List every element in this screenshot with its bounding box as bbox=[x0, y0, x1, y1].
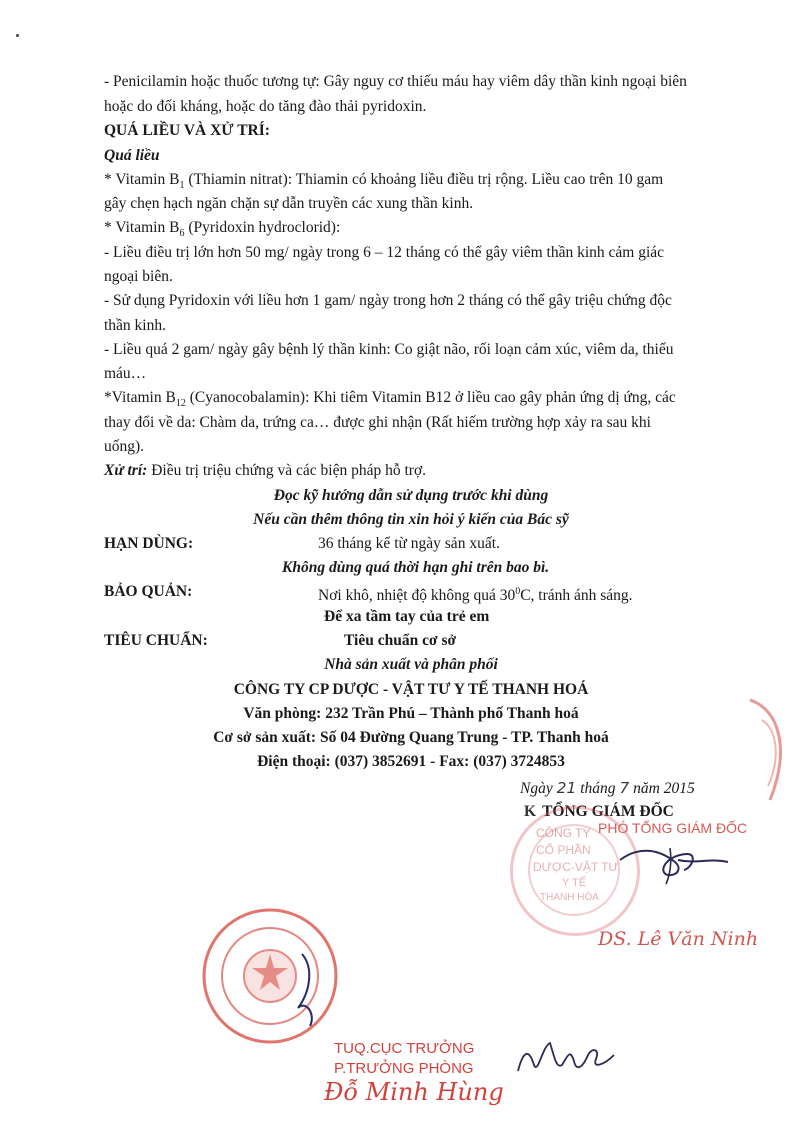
b1-line-2: gây chẹn hạch ngăn chặn sự dẫn truyền các xung thần kinh. bbox=[104, 195, 474, 212]
shelf-life-label: HẠN DÙNG: bbox=[104, 535, 194, 552]
shelf-life-value: 36 tháng kể từ ngày sản xuất. bbox=[318, 535, 500, 552]
b12-line-3: uống). bbox=[104, 438, 145, 455]
authority-title-2: P.TRƯỞNG PHÒNG bbox=[334, 1060, 474, 1077]
b12-line-1: *Vitamin $B_{12}$ (Cyanocobalamin): Khi tiêm Vitamin B12 ở liều cao gây phản ứng dị ứng, các bbox=[104, 389, 676, 410]
stamp-text-1: CÔNG TY bbox=[536, 826, 591, 840]
phone-fax: Điện thoại: (037) 3852691 - Fax: (037) 3724853 bbox=[257, 753, 565, 770]
b12-line-2: thay đổi về da: Chàm da, trứng ca… được ghi nhận (Rất hiếm trường hợp xảy ra sau khi bbox=[104, 414, 651, 431]
b1-line-1: * Vitamin $B_1$ (Thiamin nitrat): Thiamin có khoảng liều điều trị rộng. Liều cao trên 10 gam bbox=[104, 171, 664, 192]
scan-speck bbox=[16, 34, 19, 37]
standard-label: TIÊU CHUẨN: bbox=[104, 632, 208, 649]
manufacturer-heading: Nhà sản xuất và phân phối bbox=[324, 656, 498, 673]
deputy-director-title: PHÓ TỔNG GIÁM ĐỐC bbox=[598, 820, 748, 836]
storage-value: Nơi khô, nhiệt độ không quá $30^0C$, tránh ánh sáng. bbox=[318, 586, 633, 605]
reviewer-signature-image bbox=[510, 1025, 630, 1085]
b6-item1-line-1: - Liều điều trị lớn hơn 50 mg/ ngày trong 6 – 12 tháng có thể gây viêm thần kinh cảm giác bbox=[104, 244, 665, 261]
b6-item2-line-1: - Sử dụng Pyridoxin với liều hơn 1 gam/ ngày trong hơn 2 tháng có thể gây triệu chứng độc bbox=[104, 292, 672, 309]
treatment-label: Xử trí: bbox=[104, 462, 148, 479]
authority-seal-image bbox=[190, 904, 350, 1054]
section-title: QUÁ LIỀU VÀ XỬ TRÍ: bbox=[104, 122, 270, 139]
stamp-text-2: CỔ PHẦN bbox=[536, 843, 591, 857]
standard-value: Tiêu chuẩn cơ sở bbox=[344, 632, 457, 649]
director-name: DS. Lê Văn Ninh bbox=[598, 928, 759, 950]
edge-stamp-fragment bbox=[740, 690, 800, 810]
director-title: K TỔNG GIÁM ĐỐC bbox=[524, 803, 674, 820]
shelf-life-note: Không dùng quá thời hạn ghi trên bao bì. bbox=[282, 559, 550, 576]
storage-note: Để xa tầm tay của trẻ em bbox=[324, 608, 490, 625]
office-address: Văn phòng: 232 Trần Phú – Thành phố Thanh hoá bbox=[243, 705, 579, 722]
sign-date: Ngày 21 tháng 7 năm 2015 bbox=[520, 779, 695, 797]
notice-read-instructions: Đọc kỹ hướng dẫn sử dụng trước khi dùng bbox=[273, 487, 549, 504]
storage-label: BẢO QUẢN: bbox=[104, 583, 193, 600]
director-signature-image bbox=[600, 820, 750, 900]
authority-title-1: TUQ.CỤC TRƯỞNG bbox=[334, 1040, 475, 1057]
b6-item1-line-2: ngoại biên. bbox=[104, 268, 173, 285]
stamp-text-4: Y TẾ bbox=[562, 877, 587, 889]
interaction-line-1: - Penicilamin hoặc thuốc tương tự: Gây nguy cơ thiếu máu hay viêm dây thần kinh ngoại biên bbox=[104, 73, 687, 90]
stamp-text-5: THANH HÓA bbox=[540, 892, 599, 903]
interaction-line-2: hoặc do đối kháng, hoặc do tăng đào thải pyridoxin. bbox=[104, 98, 427, 115]
treatment-line: Xử trí: Điều trị triệu chứng và các biện pháp hỗ trợ. bbox=[104, 462, 427, 479]
overdose-heading: Quá liều bbox=[104, 147, 160, 164]
b6-item2-line-2: thần kinh. bbox=[104, 317, 166, 334]
notice-ask-doctor: Nếu cần thêm thông tin xin hỏi ý kiến của Bác sỹ bbox=[253, 511, 569, 528]
factory-address: Cơ sở sản xuất: Số 04 Đường Quang Trung - TP. Thanh hoá bbox=[213, 729, 609, 746]
stamp-text-3: DƯỢC-VẬT TƯ bbox=[533, 860, 619, 874]
b6-item3-line-1: - Liều quá 2 gam/ ngày gây bệnh lý thần kinh: Co giật não, rối loạn cảm xúc, viêm da, thiếu bbox=[104, 341, 674, 358]
authority-signer-name: Đỗ Minh Hùng bbox=[324, 1078, 504, 1106]
company-name: CÔNG TY CP DƯỢC - VẬT TƯ Y TẾ THANH HOÁ bbox=[233, 681, 589, 698]
b6-item3-line-2: máu… bbox=[104, 365, 147, 382]
b6-heading: * Vitamin $B_6$ (Pyridoxin hydroclorid): bbox=[104, 219, 341, 240]
